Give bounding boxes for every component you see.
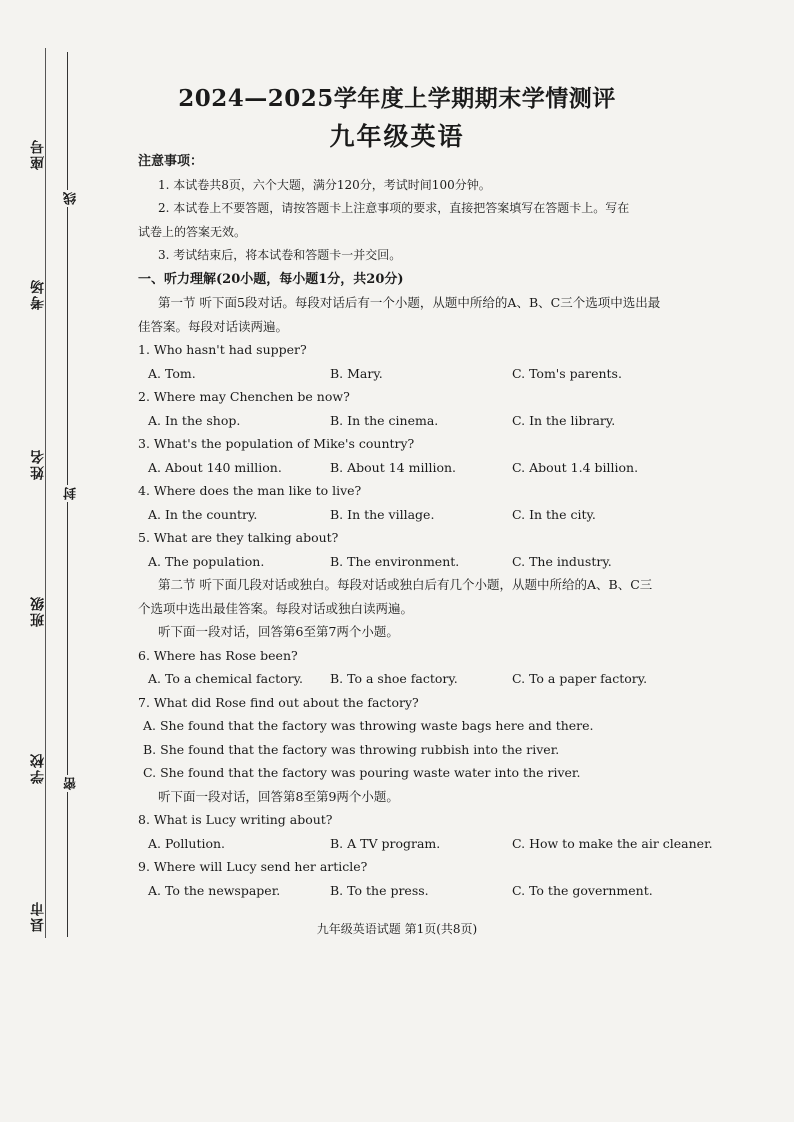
option-c: C. About 1.4 billion.	[512, 459, 639, 475]
part1-instruction-cont: 佳答案。每段对话读两遍。	[138, 318, 289, 334]
question-text: 3. What's the population of Mike's country?	[138, 436, 415, 451]
option-a: A. In the shop.	[148, 412, 241, 428]
part2-instruction-cont: 个选项中选出最佳答案。每段对话或独白读两遍。	[138, 600, 414, 616]
close-mark: 密	[64, 777, 79, 790]
margin-divider	[45, 48, 46, 938]
option-b: B. To a shoe factory.	[330, 671, 458, 686]
question-text: 7. What did Rose find out about the factory?	[138, 694, 419, 710]
note-item-1: 1. 本试卷共8页，六个大题，满分120分，考试时间100分钟。	[158, 177, 491, 192]
option-a: A. To the newspaper.	[148, 882, 281, 898]
question-options	[138, 409, 713, 433]
exam-content	[138, 150, 713, 902]
exam-subtitle: 九年级英语	[329, 122, 465, 151]
option-c: C. She found that the factory was pouring waste water into the river.	[143, 765, 581, 780]
option-a: A. To a chemical factory.	[148, 671, 303, 686]
option-b: B. About 14 million.	[330, 459, 457, 475]
class-label: 班级	[30, 595, 46, 627]
line-mark: 线	[64, 192, 79, 205]
option-c: C. How to make the air cleaner.	[512, 835, 713, 851]
option-b: B. Mary.	[330, 365, 383, 381]
question-text: 5. What are they talking about?	[138, 530, 339, 545]
option-c: C. To a paper factory.	[512, 671, 648, 686]
question-options	[138, 456, 713, 480]
question-text: 1. Who hasn't had supper?	[138, 342, 307, 357]
option-b: B. In the cinema.	[330, 412, 439, 428]
option-b: B. To the press.	[330, 882, 429, 898]
question-text: 2. Where may Chenchen be now?	[138, 389, 350, 404]
option-c: C. The industry.	[512, 553, 612, 569]
school-label: 学校	[30, 752, 46, 784]
notes-heading: 注意事项：	[138, 154, 204, 169]
question-options	[138, 832, 713, 856]
option-c: C. In the library.	[512, 412, 616, 428]
option-c: C. Tom's parents.	[512, 365, 622, 381]
question-options	[138, 362, 713, 386]
option-a: A. She found that the factory was throwing waste bags here and there.	[143, 718, 594, 733]
option-c: C. In the city.	[512, 506, 596, 522]
room-label: 考场	[30, 278, 46, 310]
note-item-2-cont: 试卷上的答案无效。	[138, 224, 247, 239]
exam-title: 2024—2025学年度上学期期末学情测评	[178, 85, 616, 112]
question-options	[138, 667, 713, 691]
note-item-3: 3. 考试结束后，将本试卷和答题卡一并交回。	[158, 248, 402, 262]
county-label: 县市	[30, 900, 46, 932]
question-text: 8. What is Lucy writing about?	[138, 812, 333, 827]
question-options	[138, 879, 713, 903]
option-b: B. She found that the factory was throwing rubbish into the river.	[143, 741, 560, 757]
listen-instruction-6-7: 听下面一段对话，回答第6至第7两个小题。	[158, 624, 399, 639]
option-c: C. To the government.	[512, 882, 653, 898]
question-text: 6. Where has Rose been?	[138, 647, 298, 663]
option-a: A. About 140 million.	[148, 459, 282, 475]
option-a: A. In the country.	[148, 506, 258, 522]
option-b: B. A TV program.	[330, 835, 441, 851]
option-b: B. The environment.	[330, 553, 460, 569]
option-b: B. In the village.	[330, 506, 435, 522]
question-options	[138, 550, 713, 574]
page-footer: 九年级英语试题 第1页(共8页)	[316, 922, 478, 936]
option-a: A. The population.	[148, 553, 265, 569]
option-a: A. Tom.	[148, 365, 196, 381]
part1-instruction: 第一节 听下面5段对话。每段对话后有一个小题，从题中所给的A、B、C三个选项中选出最	[158, 295, 661, 310]
question-text: 4. Where does the man like to live?	[138, 483, 362, 498]
listen-instruction-8-9: 听下面一段对话，回答第8至第9两个小题。	[158, 788, 399, 804]
part2-instruction: 第二节 听下面几段对话或独白。每段对话或独白后有几个小题，从题中所给的A、B、C三	[158, 577, 653, 592]
question-options	[138, 503, 713, 527]
seal-mark: 封	[64, 487, 79, 500]
name-label: 姓名	[30, 448, 46, 480]
section-heading: 一、听力理解(20小题，每小题1分，共20分)	[138, 271, 404, 287]
seat-label: 座号	[30, 138, 46, 170]
option-a: A. Pollution.	[148, 835, 226, 851]
question-text: 9. Where will Lucy send her article?	[138, 859, 368, 874]
note-item-2: 2. 本试卷上不要答题，请按答题卡上注意事项的要求，直接把答案填写在答题卡上。写在	[158, 201, 630, 215]
